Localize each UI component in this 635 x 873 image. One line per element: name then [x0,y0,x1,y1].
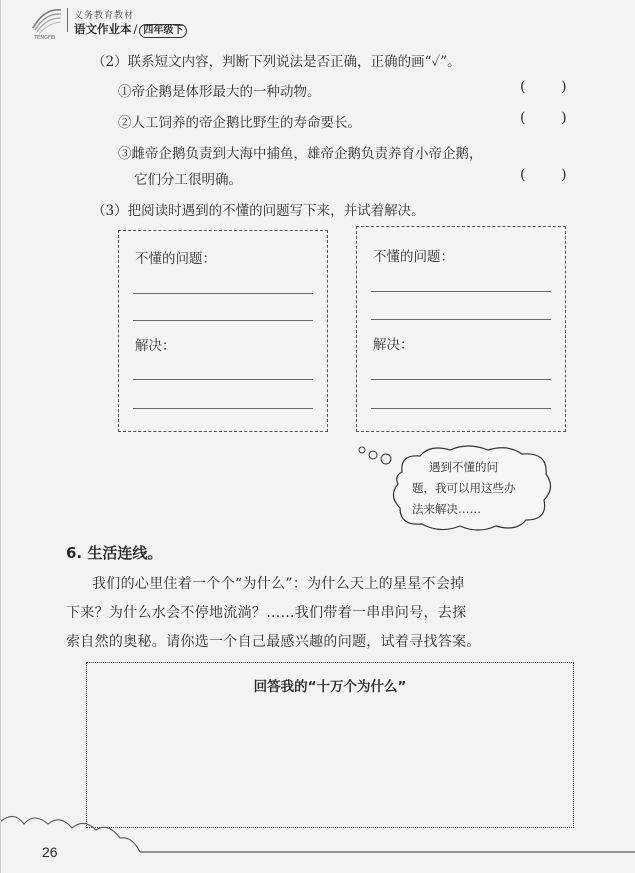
header-divider [67,8,68,32]
write-line[interactable] [371,319,551,320]
page-edge [0,0,1,873]
question-box-right [356,226,566,432]
question-label: 不懂的问题： [373,249,454,265]
grade-badge: 四年级下 [139,24,187,38]
question-box-left [118,230,328,432]
paragraph-line-2: 下来？为什么水会不停地流淌？……我们带着一串串问号，去探 [66,605,467,621]
solution-label: 解决： [135,338,176,354]
page-number: 26 [42,844,58,860]
question-3-prompt: （3）把阅读时遇到的不懂的问题写下来，并试着解决。 [92,203,425,219]
svg-text:TENGFEI: TENGFEI [34,35,56,40]
write-line[interactable] [133,293,313,294]
answer-box-title: 回答我的“十万个为什么” [253,679,407,695]
answer-box[interactable] [86,662,574,828]
solution-label: 解决： [373,337,414,353]
statement-3-answer-blank[interactable]: ( ) [520,167,567,183]
write-line[interactable] [371,379,551,380]
write-line[interactable] [133,320,313,321]
statement-3: ③雌帝企鹅负责到大海中捕鱼，雄帝企鹅负责养育小帝企鹅， [118,146,483,162]
write-line[interactable] [371,408,551,409]
statement-1: ①帝企鹅是体形最大的一种动物。 [118,84,321,100]
book-title-text: 语文作业本 [74,22,132,36]
section-6-title: 6. 生活连线。 [66,544,163,562]
book-title: 语文作业本 / 四年级下 [74,21,187,38]
series-label: 义务教育教材 [74,11,135,21]
footer-cloud-border-icon [0,808,635,854]
statement-1-answer-blank[interactable]: ( ) [520,79,567,95]
write-line[interactable] [133,379,313,380]
question-2-prompt: （2）联系短文内容，判断下列说法是否正确，正确的画“✓”。 [92,54,461,70]
paragraph-line-3: 索自然的奥秘。请你选一个自己最感兴趣的问题，试着寻找答案。 [66,634,481,650]
publisher-logo-icon [30,6,64,40]
write-line[interactable] [371,291,551,292]
write-line[interactable] [133,408,313,409]
question-label: 不懂的问题： [135,251,216,267]
statement-2: ②人工饲养的帝企鹅比野生的寿命要长。 [118,115,361,131]
statement-3-continuation: 它们分工很明确。 [134,172,242,188]
bubble-line-2: 题，我可以用这些办 [412,481,516,495]
bubble-line-3: 法来解决…… [412,502,481,516]
statement-2-answer-blank[interactable]: ( ) [520,110,567,126]
bubble-line-1: 遇到不懂的问 [429,460,498,474]
paragraph-line-1: 我们的心里住着一个个“为什么”：为什么天上的星星不会掉 [92,576,465,592]
